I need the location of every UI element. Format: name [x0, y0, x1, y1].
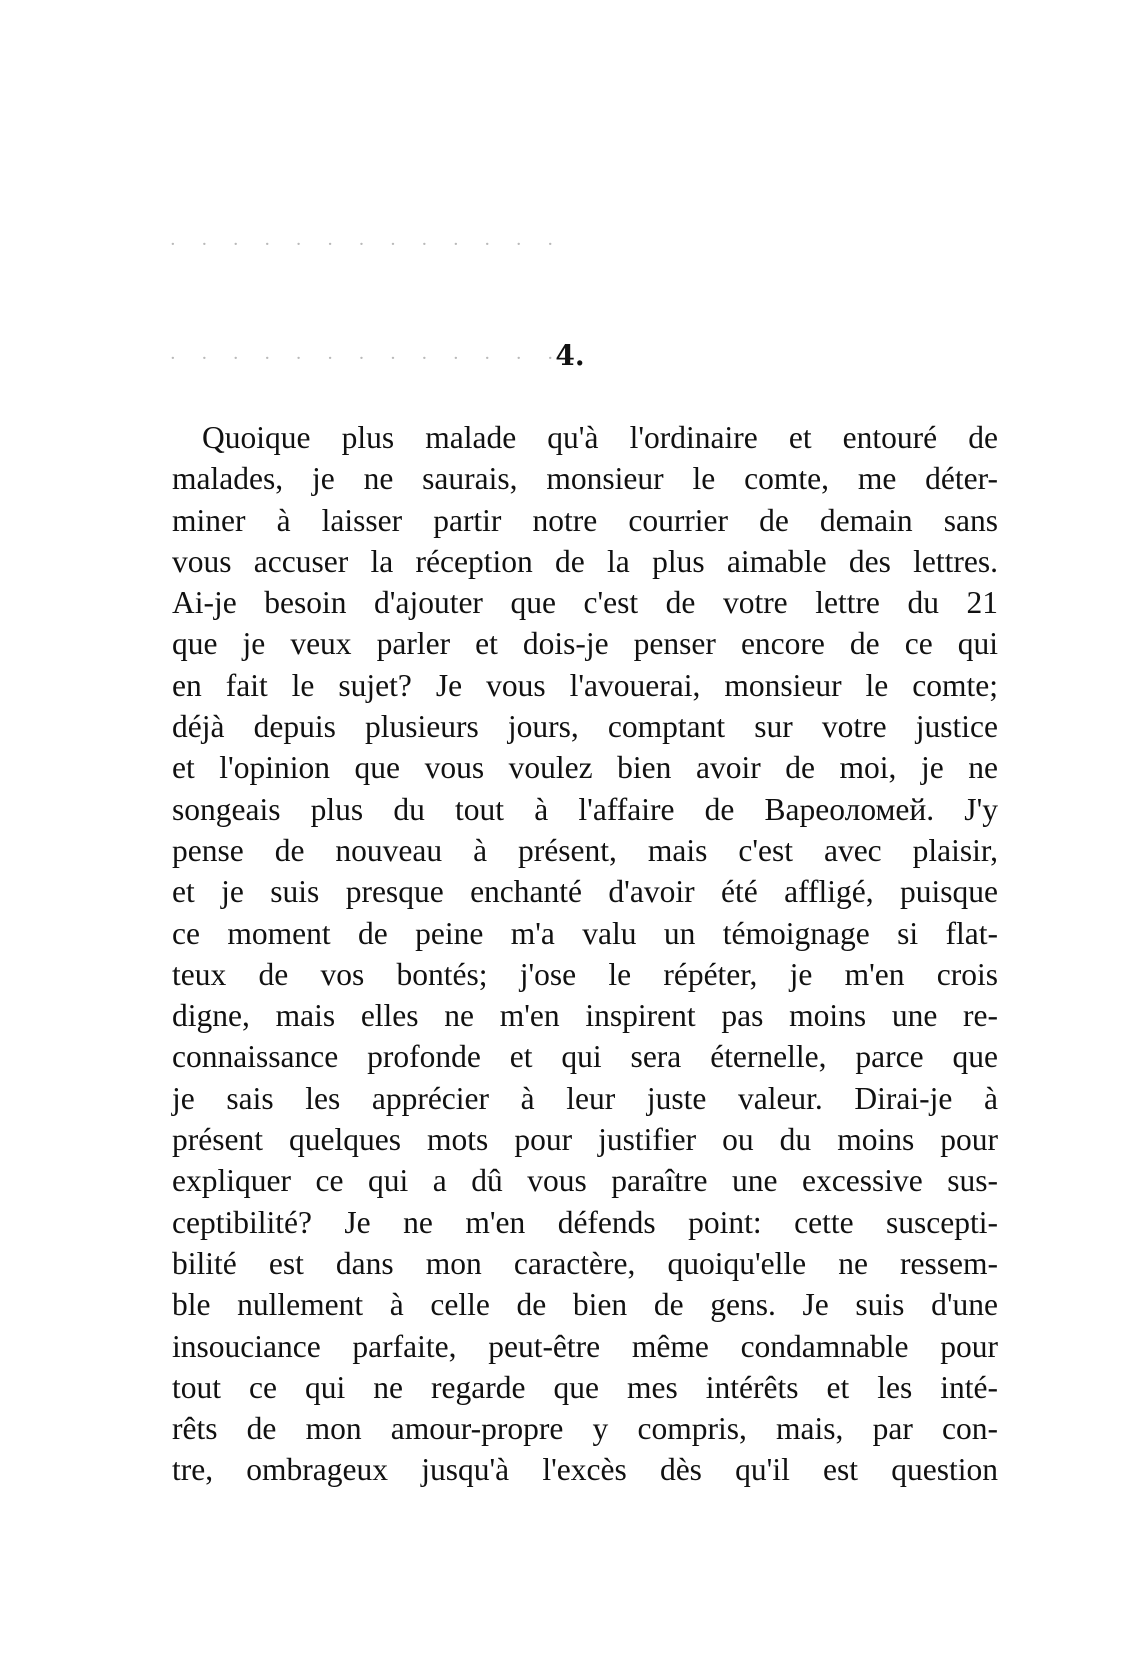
- text-line: connaissance profonde et qui sera éternelle, parce que: [172, 1039, 998, 1075]
- text-line: songeais plus du tout à l'affaire de Вареоломей. J'y: [172, 791, 998, 827]
- letter-body: [172, 417, 998, 1491]
- text-line: ce moment de peine m'a valu un témoignage si flat-: [172, 915, 998, 951]
- text-line: Ai-je besoin d'ajouter que c'est de votre lettre du 21: [172, 585, 998, 621]
- text-line: ceptibilité? Je ne m'en défends point: cette suscepti-: [172, 1204, 998, 1240]
- text-line: pense de nouveau à présent, mais c'est avec plaisir,: [172, 832, 998, 868]
- text-line: ble nullement à celle de bien de gens. Je suis d'une: [172, 1287, 998, 1323]
- text-line: vous accuser la réception de la plus aimable des lettres.: [172, 543, 998, 579]
- text-line: et l'opinion que vous voulez bien avoir de moi, je ne: [172, 750, 998, 786]
- text-line: rêts de mon amour-propre y compris, mais, par con-: [172, 1411, 998, 1447]
- text-line: malades, je ne saurais, monsieur le comte, me déter-: [172, 461, 998, 497]
- show-through-text: [170, 150, 1000, 420]
- text-line: en fait le sujet? Je vous l'avouerai, monsieur le comte;: [172, 667, 998, 703]
- text-line: teux de vos bontés; j'ose le répéter, je m'en crois: [172, 956, 998, 992]
- text-line: et je suis presque enchanté d'avoir été affligé, puisque: [172, 874, 998, 910]
- text-line: digne, mais elles ne m'en inspirent pas moins une re-: [172, 998, 998, 1034]
- text-line: présent quelques mots pour justifier ou du moins pour: [172, 1122, 998, 1158]
- text-line: déjà depuis plusieurs jours, comptant sur votre justice: [172, 709, 998, 745]
- text-line: Quoique plus malade qu'à l'ordinaire et entouré de: [202, 420, 998, 455]
- text-line: je sais les apprécier à leur juste valeur. Dirai-je à: [172, 1080, 998, 1116]
- text-line: expliquer ce qui a dû vous paraître une excessive sus-: [172, 1163, 998, 1199]
- show-through-line: · · · · · · · · · · · · ·: [170, 234, 564, 255]
- text-line: que je veux parler et dois-je penser encore de ce qui: [172, 626, 998, 662]
- text-line: tout ce qui ne regarde que mes intérêts et les inté-: [172, 1369, 998, 1405]
- show-through-line: · · · · · · · · · · · · ·: [170, 348, 564, 369]
- section-number: 4.: [555, 339, 585, 372]
- text-line: miner à laisser partir notre courrier de demain sans: [172, 502, 998, 538]
- text-line: bilité est dans mon caractère, quoiqu'elle ne ressem-: [172, 1245, 998, 1281]
- text-line: tre, ombrageux jusqu'à l'excès dès qu'il est question: [172, 1452, 998, 1488]
- text-line: insouciance parfaite, peut-être même condamnable pour: [172, 1328, 998, 1364]
